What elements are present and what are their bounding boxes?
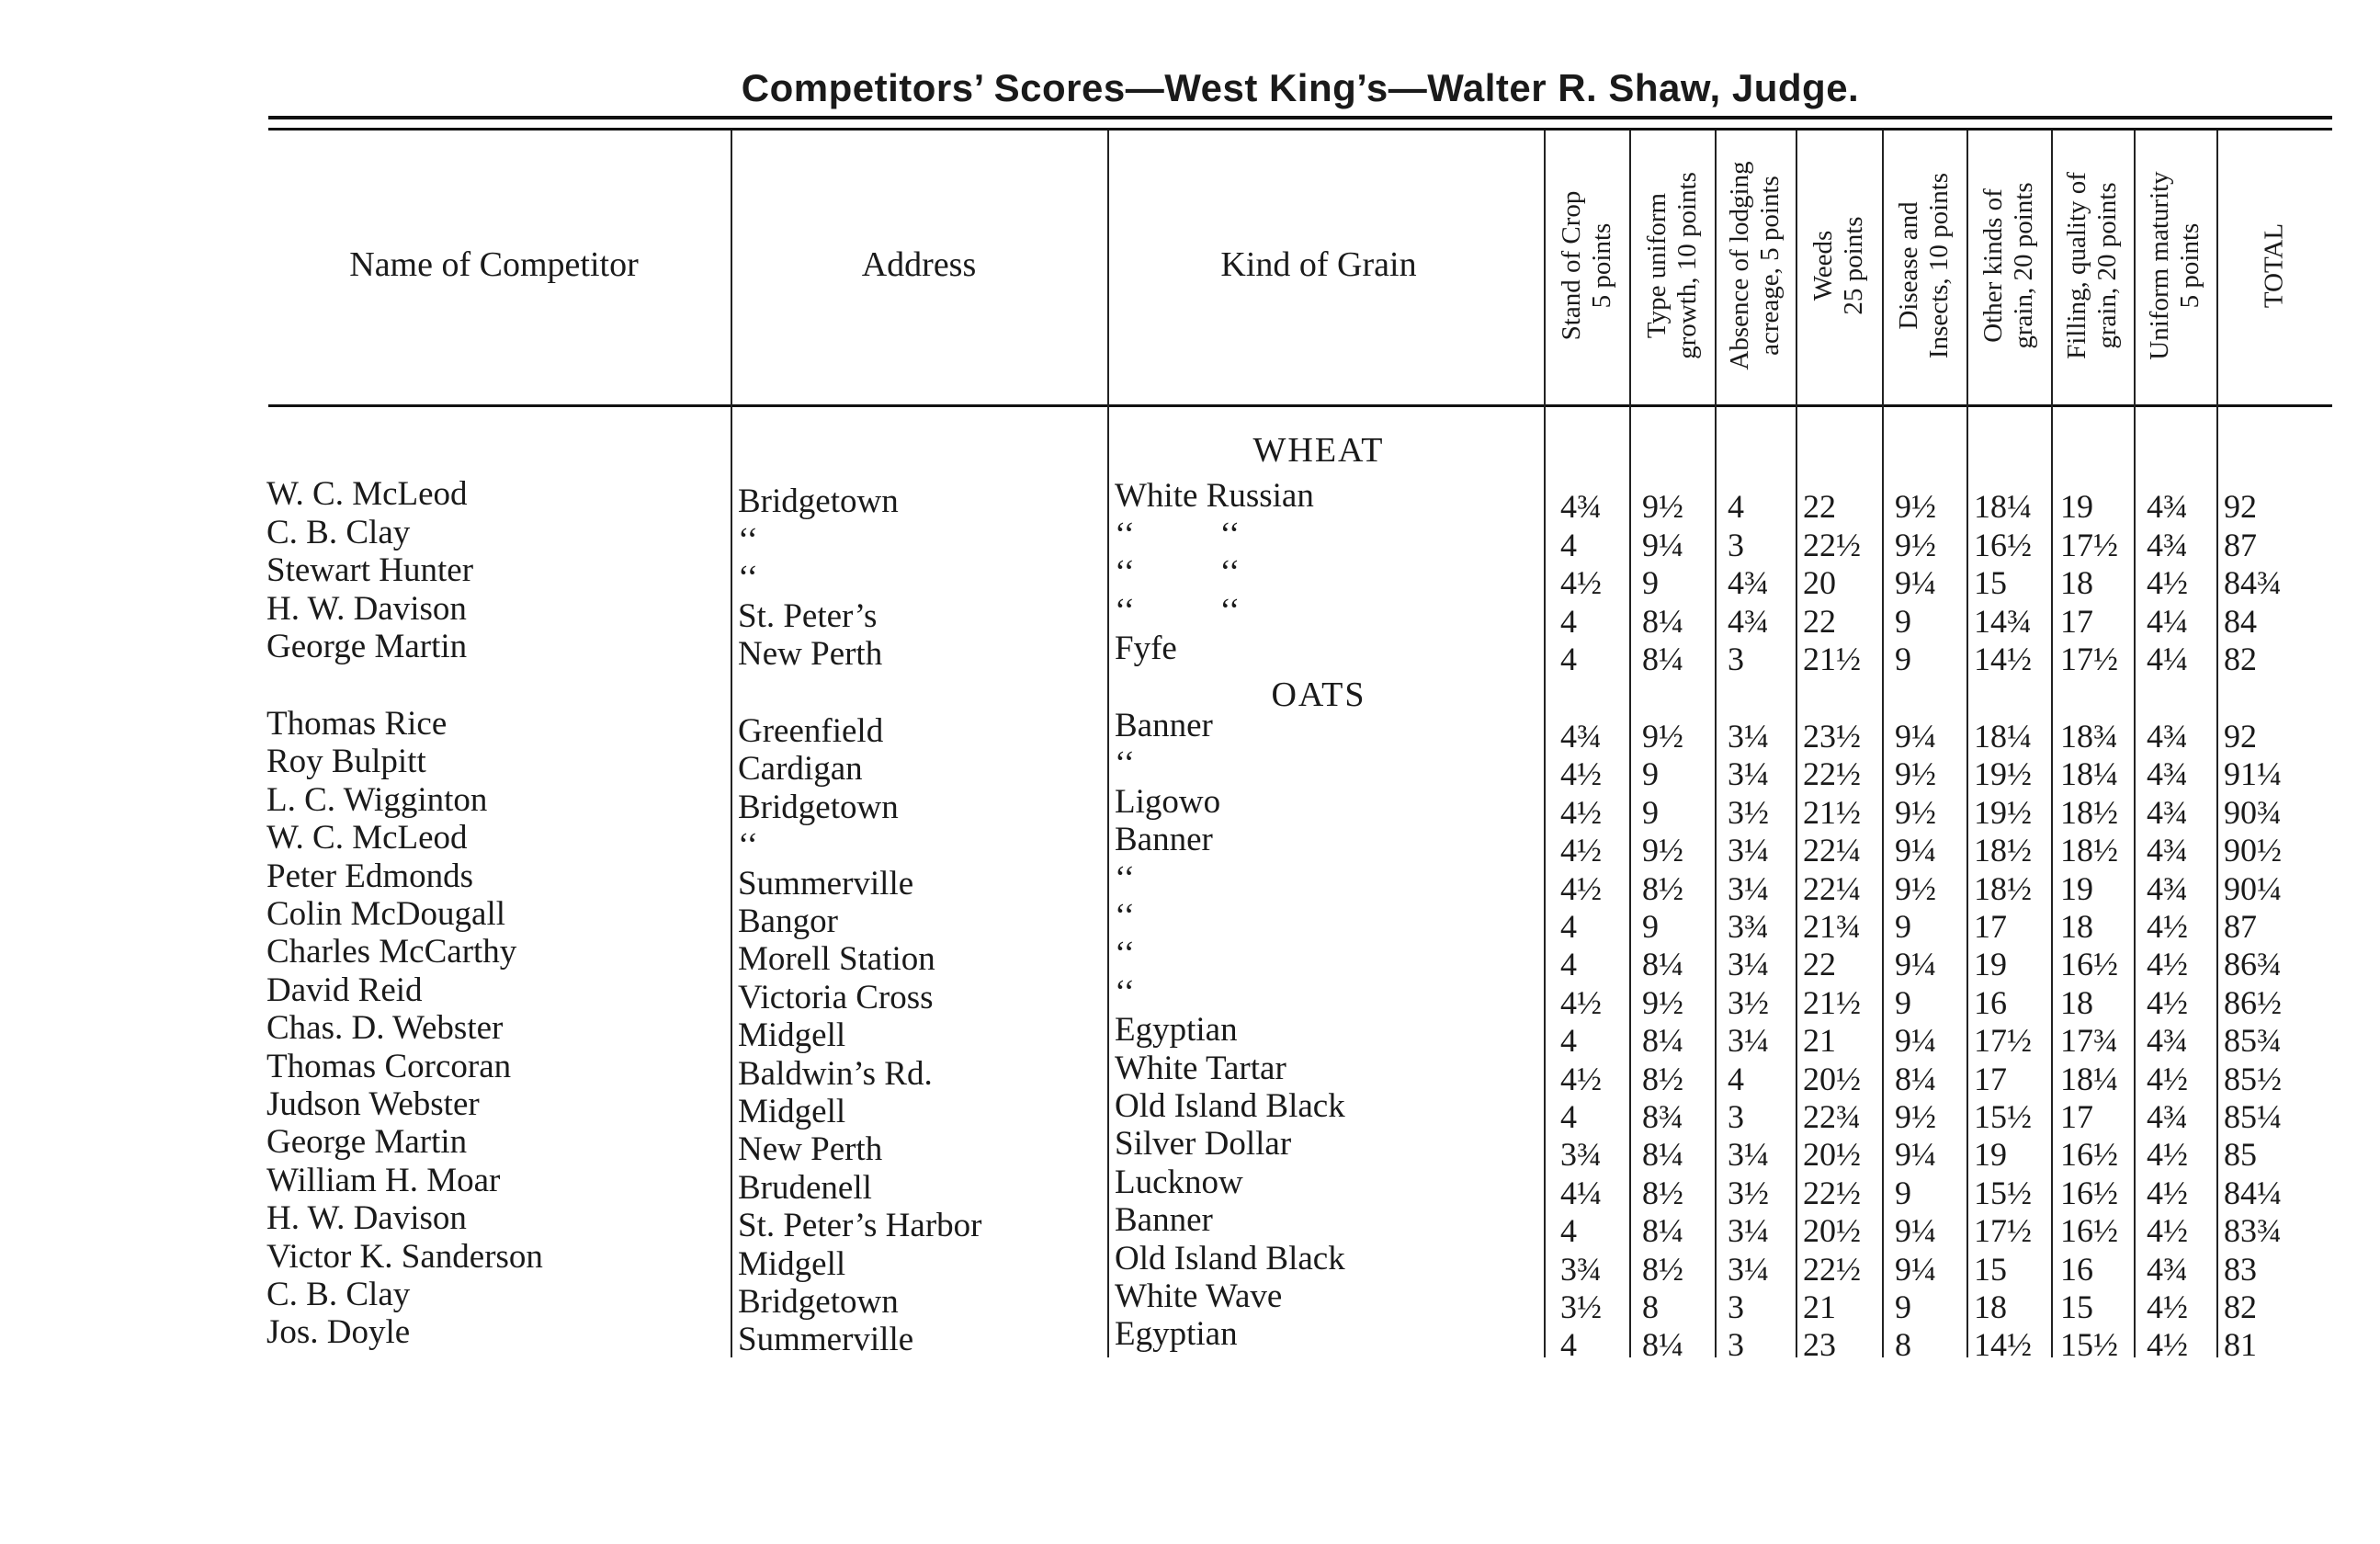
score-value: 22½ bbox=[1803, 1174, 1861, 1211]
score-value: 18½ bbox=[2060, 793, 2118, 831]
score-header bbox=[1796, 127, 1882, 404]
score-header bbox=[2216, 127, 2332, 404]
competitor-address: Bridgetown bbox=[738, 1283, 899, 1321]
score-value: 9½ bbox=[1642, 832, 1683, 869]
competitor-address: Victoria Cross bbox=[738, 978, 934, 1016]
competitor-address: Morell Station bbox=[738, 940, 935, 979]
score-value: 3¼ bbox=[1728, 1212, 1769, 1250]
score-value: 9½ bbox=[1642, 488, 1683, 525]
grain-kind: Fyfe bbox=[1115, 630, 1177, 667]
score-value: 4½ bbox=[1560, 983, 1602, 1021]
grain-kind: White Wave bbox=[1115, 1277, 1283, 1315]
score-header-label: Uniform maturity 5 points bbox=[2145, 171, 2204, 360]
score-value: 8¼ bbox=[1642, 641, 1683, 677]
score-value: 17 bbox=[2060, 1098, 2093, 1135]
competitor-address: Midgell bbox=[738, 1016, 846, 1055]
score-header bbox=[1966, 127, 2051, 404]
score-total: 82 bbox=[2224, 1289, 2257, 1325]
competitor-name: C. B. Clay bbox=[266, 513, 411, 551]
score-value: 23 bbox=[1803, 1326, 1836, 1364]
score-header-label: Disease and Insects, 10 points bbox=[1894, 172, 1954, 359]
score-value: 9 bbox=[1895, 641, 1911, 677]
score-value: 21½ bbox=[1803, 983, 1861, 1021]
score-value: 22¾ bbox=[1803, 1098, 1861, 1135]
score-value: 9 bbox=[1642, 908, 1659, 945]
competitor-name: Chas. D. Webster bbox=[266, 1009, 504, 1048]
competitor-name: H. W. Davison bbox=[266, 1199, 467, 1238]
score-value: 9½ bbox=[1642, 983, 1683, 1021]
score-value: 4 bbox=[1560, 1022, 1577, 1060]
score-value: 8¼ bbox=[1642, 1326, 1683, 1364]
competitor-address: St. Peter’s Harbor bbox=[738, 1207, 982, 1245]
score-total: 87 bbox=[2224, 526, 2257, 563]
competitor-name: Jos. Doyle bbox=[266, 1313, 411, 1352]
score-value: 3½ bbox=[1728, 1174, 1769, 1211]
score-value: 16½ bbox=[2060, 1212, 2118, 1250]
score-header bbox=[1544, 127, 1629, 404]
score-value: 4½ bbox=[1560, 755, 1602, 793]
score-value: 4 bbox=[1560, 641, 1577, 677]
score-value: 21 bbox=[1803, 1022, 1836, 1060]
grain-kind: ‘‘ ‘‘ bbox=[1115, 591, 1241, 630]
score-value: 17½ bbox=[1974, 1022, 2032, 1060]
competitor-address: Summerville bbox=[738, 864, 914, 903]
score-value: 9 bbox=[1642, 755, 1659, 793]
score-value: 9½ bbox=[1895, 488, 1936, 525]
score-value: 3¾ bbox=[1728, 908, 1769, 945]
score-total: 91¼ bbox=[2224, 755, 2282, 793]
score-value: 22¼ bbox=[1803, 869, 1861, 907]
competitor-name: Roy Bulpitt bbox=[266, 743, 426, 781]
score-value: 4¾ bbox=[2147, 526, 2188, 563]
score-total: 83¾ bbox=[2224, 1212, 2282, 1250]
competitor-name: Colin McDougall bbox=[266, 895, 506, 933]
score-value: 8½ bbox=[1642, 1174, 1683, 1211]
score-value: 4½ bbox=[2147, 946, 2188, 983]
score-value: 20½ bbox=[1803, 1212, 1861, 1250]
score-value: 9¼ bbox=[1895, 946, 1936, 983]
score-value: 22½ bbox=[1803, 755, 1861, 793]
score-total: 85½ bbox=[2224, 1060, 2282, 1097]
grain-kind: White Russian bbox=[1115, 477, 1314, 515]
score-value: 3¼ bbox=[1728, 1250, 1769, 1288]
score-value: 9¼ bbox=[1895, 718, 1936, 755]
score-value: 14½ bbox=[1974, 641, 2032, 677]
score-value: 4¾ bbox=[2147, 755, 2188, 793]
score-total: 84¼ bbox=[2224, 1174, 2282, 1211]
score-value: 15 bbox=[1974, 564, 2007, 601]
score-value: 16 bbox=[2060, 1250, 2093, 1288]
grain-kind: ‘‘ bbox=[1115, 972, 1135, 1011]
score-value: 4½ bbox=[1560, 832, 1602, 869]
header-name-of-competitor: Name of Competitor bbox=[349, 245, 639, 284]
score-value: 4¼ bbox=[2147, 602, 2188, 640]
score-value: 16 bbox=[1974, 983, 2007, 1021]
section-wheat: WHEAT bbox=[1252, 431, 1385, 470]
score-value: 4½ bbox=[2147, 1326, 2188, 1364]
score-value: 22½ bbox=[1803, 1250, 1861, 1288]
grain-kind: Egyptian bbox=[1115, 1315, 1238, 1354]
score-value: 4½ bbox=[1560, 869, 1602, 907]
score-value: 3½ bbox=[1728, 793, 1769, 831]
score-header-label: Filling, quality of grain, 20 points bbox=[2062, 172, 2122, 359]
score-value: 8 bbox=[1895, 1326, 1911, 1364]
score-value: 14½ bbox=[1974, 1326, 2032, 1364]
score-value: 22 bbox=[1803, 488, 1836, 525]
score-total: 82 bbox=[2224, 641, 2257, 677]
score-value: 8½ bbox=[1642, 869, 1683, 907]
score-total: 84¾ bbox=[2224, 564, 2282, 601]
score-value: 8¼ bbox=[1642, 602, 1683, 640]
score-value: 9½ bbox=[1895, 755, 1936, 793]
score-value: 9 bbox=[1895, 1174, 1911, 1211]
score-value: 4½ bbox=[2147, 983, 2188, 1021]
score-value: 18 bbox=[2060, 564, 2093, 601]
competitor-address: Cardigan bbox=[738, 750, 863, 789]
competitor-address: Greenfield bbox=[738, 712, 884, 750]
score-value: 9½ bbox=[1895, 793, 1936, 831]
score-value: 4½ bbox=[2147, 908, 2188, 945]
score-header bbox=[1715, 127, 1796, 404]
score-total: 86¾ bbox=[2224, 946, 2282, 983]
score-value: 4¼ bbox=[2147, 641, 2188, 677]
score-value: 18¼ bbox=[1974, 718, 2032, 755]
score-value: 4¾ bbox=[2147, 793, 2188, 831]
score-value: 8¼ bbox=[1642, 1212, 1683, 1250]
column-divider bbox=[731, 131, 732, 1357]
score-value: 4¾ bbox=[2147, 488, 2188, 525]
competitor-name: Thomas Corcoran bbox=[266, 1047, 512, 1085]
score-value: 9 bbox=[1895, 602, 1911, 640]
header-kind-of-grain: Kind of Grain bbox=[1220, 245, 1417, 284]
score-value: 9¼ bbox=[1895, 1136, 1936, 1174]
score-value: 3 bbox=[1728, 641, 1744, 677]
score-value: 4½ bbox=[2147, 1136, 2188, 1174]
score-value: 18½ bbox=[2060, 832, 2118, 869]
score-value: 9 bbox=[1642, 564, 1659, 601]
score-value: 9½ bbox=[1895, 869, 1936, 907]
score-total: 84 bbox=[2224, 602, 2257, 640]
score-value: 18 bbox=[1974, 1289, 2007, 1325]
score-value: 3¼ bbox=[1728, 832, 1769, 869]
competitor-name: W. C. McLeod bbox=[266, 819, 468, 857]
score-value: 16½ bbox=[2060, 946, 2118, 983]
competitor-address: Midgell bbox=[738, 1093, 846, 1130]
score-value: 23½ bbox=[1803, 718, 1861, 755]
score-header-label: Absence of lodging acreage, 5 points bbox=[1725, 161, 1785, 370]
grain-kind: ‘‘ bbox=[1115, 858, 1135, 897]
top-rule bbox=[268, 116, 2332, 119]
score-value: 21 bbox=[1803, 1289, 1836, 1325]
column-divider bbox=[1107, 131, 1109, 1357]
grain-kind: Banner bbox=[1115, 821, 1213, 859]
score-value: 3¾ bbox=[1560, 1136, 1602, 1174]
score-value: 8¼ bbox=[1642, 1022, 1683, 1060]
score-total: 87 bbox=[2224, 908, 2257, 945]
score-total: 83 bbox=[2224, 1250, 2257, 1288]
competitor-name: George Martin bbox=[266, 1123, 468, 1162]
score-value: 4½ bbox=[2147, 1289, 2188, 1325]
competitor-address: Midgell bbox=[738, 1244, 846, 1283]
score-value: 17¾ bbox=[2060, 1022, 2118, 1060]
score-value: 19½ bbox=[1974, 755, 2032, 793]
grain-kind: Egyptian bbox=[1115, 1011, 1238, 1050]
competitor-address: Bridgetown bbox=[738, 788, 899, 826]
score-total: 90¾ bbox=[2224, 793, 2282, 831]
score-value: 9¼ bbox=[1642, 526, 1683, 563]
score-value: 15½ bbox=[1974, 1174, 2032, 1211]
competitor-address: ‘‘ bbox=[738, 826, 758, 865]
score-value: 4¾ bbox=[1560, 718, 1602, 755]
score-header-label: TOTAL bbox=[2259, 222, 2289, 309]
score-value: 4½ bbox=[1560, 793, 1602, 831]
score-value: 9½ bbox=[1895, 1098, 1936, 1135]
competitor-address: ‘‘ bbox=[738, 520, 758, 559]
grain-kind: White Tartar bbox=[1115, 1049, 1286, 1087]
grain-kind: Banner bbox=[1115, 707, 1213, 744]
score-value: 9¼ bbox=[1895, 564, 1936, 601]
score-total: 86½ bbox=[2224, 983, 2282, 1021]
grain-kind: ‘‘ bbox=[1115, 897, 1135, 935]
score-value: 16½ bbox=[2060, 1136, 2118, 1174]
grain-kind: Banner bbox=[1115, 1201, 1213, 1240]
score-value: 4 bbox=[1560, 1098, 1577, 1135]
score-total: 85 bbox=[2224, 1136, 2257, 1174]
header-address: Address bbox=[861, 245, 977, 284]
score-value: 3¼ bbox=[1728, 755, 1769, 793]
score-value: 3½ bbox=[1560, 1289, 1602, 1325]
score-value: 18½ bbox=[1974, 832, 2032, 869]
score-total: 85¾ bbox=[2224, 1022, 2282, 1060]
competitor-address: Summerville bbox=[738, 1321, 914, 1359]
score-value: 18½ bbox=[1974, 869, 2032, 907]
score-value: 4¾ bbox=[2147, 1022, 2188, 1060]
score-header bbox=[2051, 127, 2134, 404]
score-value: 4¾ bbox=[2147, 832, 2188, 869]
page-title: Competitors’ Scores—West King’s—Walter R. Shaw, Judge. bbox=[741, 66, 1860, 109]
score-value: 4½ bbox=[2147, 1212, 2188, 1250]
score-value: 4½ bbox=[2147, 1174, 2188, 1211]
score-value: 20½ bbox=[1803, 1136, 1861, 1174]
score-value: 18¼ bbox=[2060, 755, 2118, 793]
score-value: 18¾ bbox=[2060, 718, 2118, 755]
competitor-address: St. Peter’s bbox=[738, 596, 878, 635]
score-header bbox=[2134, 127, 2216, 404]
competitor-name: Charles McCarthy bbox=[266, 933, 517, 971]
competitor-name: Victor K. Sanderson bbox=[266, 1237, 543, 1276]
score-header-label: Type uniform growth, 10 points bbox=[1641, 172, 1702, 359]
score-value: 4 bbox=[1560, 526, 1577, 563]
competitor-name: Stewart Hunter bbox=[266, 551, 474, 589]
score-value: 18¼ bbox=[1974, 488, 2032, 525]
section-oats: OATS bbox=[1271, 676, 1366, 714]
score-value: 8¼ bbox=[1642, 946, 1683, 983]
competitor-address: Brudenell bbox=[738, 1168, 872, 1207]
score-value: 9 bbox=[1895, 1289, 1911, 1325]
score-value: 22 bbox=[1803, 946, 1836, 983]
score-value: 19 bbox=[1974, 1136, 2007, 1174]
score-value: 4¾ bbox=[2147, 869, 2188, 907]
competitor-name: Peter Edmonds bbox=[266, 857, 474, 895]
score-value: 4 bbox=[1728, 1060, 1744, 1097]
score-header-label: Weeds 25 points bbox=[1808, 216, 1868, 315]
score-total: 90½ bbox=[2224, 832, 2282, 869]
score-value: 4 bbox=[1560, 1212, 1577, 1250]
score-value: 17½ bbox=[2060, 526, 2118, 563]
grain-kind: ‘‘ ‘‘ bbox=[1115, 515, 1241, 553]
score-value: 3 bbox=[1728, 1098, 1744, 1135]
score-value: 15 bbox=[1974, 1250, 2007, 1288]
score-value: 3¼ bbox=[1728, 1136, 1769, 1174]
score-value: 4½ bbox=[1560, 564, 1602, 601]
score-header bbox=[1629, 127, 1715, 404]
score-value: 17½ bbox=[1974, 1212, 2032, 1250]
score-value: 3¼ bbox=[1728, 1022, 1769, 1060]
score-value: 15½ bbox=[2060, 1326, 2118, 1364]
score-value: 15½ bbox=[1974, 1098, 2032, 1135]
competitor-address: New Perth bbox=[738, 635, 883, 673]
competitor-address: Bridgetown bbox=[738, 482, 899, 520]
score-value: 20½ bbox=[1803, 1060, 1861, 1097]
competitor-name: Thomas Rice bbox=[266, 705, 448, 743]
score-value: 9¼ bbox=[1895, 832, 1936, 869]
competitor-name: L. C. Wigginton bbox=[266, 780, 488, 819]
competitor-name: George Martin bbox=[266, 628, 468, 665]
score-value: 9 bbox=[1642, 793, 1659, 831]
score-value: 19 bbox=[2060, 869, 2093, 907]
score-value: 3¼ bbox=[1728, 718, 1769, 755]
score-value: 3¼ bbox=[1728, 869, 1769, 907]
score-value: 17 bbox=[2060, 602, 2093, 640]
score-value: 19 bbox=[1974, 946, 2007, 983]
score-value: 3½ bbox=[1728, 983, 1769, 1021]
score-value: 8¼ bbox=[1642, 1136, 1683, 1174]
competitor-address: Bangor bbox=[738, 903, 838, 940]
score-value: 3¼ bbox=[1728, 946, 1769, 983]
score-value: 17 bbox=[1974, 1060, 2007, 1097]
grain-kind: Silver Dollar bbox=[1115, 1125, 1292, 1164]
score-value: 18¼ bbox=[2060, 1060, 2118, 1097]
score-header bbox=[1882, 127, 1966, 404]
score-value: 4¾ bbox=[2147, 1098, 2188, 1135]
score-total: 90¼ bbox=[2224, 869, 2282, 907]
score-value: 4 bbox=[1560, 1326, 1577, 1364]
score-value: 3 bbox=[1728, 526, 1744, 563]
score-total: 85¼ bbox=[2224, 1098, 2282, 1135]
score-value: 9¼ bbox=[1895, 1022, 1936, 1060]
score-value: 9¼ bbox=[1895, 1212, 1936, 1250]
score-value: 19 bbox=[2060, 488, 2093, 525]
score-value: 4¾ bbox=[1728, 602, 1769, 640]
grain-kind: Ligowo bbox=[1115, 782, 1221, 821]
score-total: 81 bbox=[2224, 1326, 2257, 1364]
grain-kind: ‘‘ ‘‘ bbox=[1115, 553, 1241, 591]
score-value: 8¾ bbox=[1642, 1098, 1683, 1135]
score-value: 8½ bbox=[1642, 1060, 1683, 1097]
score-value: 14¾ bbox=[1974, 602, 2032, 640]
score-value: 20 bbox=[1803, 564, 1836, 601]
score-value: 3¾ bbox=[1560, 1250, 1602, 1288]
grain-kind: Lucknow bbox=[1115, 1163, 1243, 1201]
score-value: 8½ bbox=[1642, 1250, 1683, 1288]
score-value: 18 bbox=[2060, 908, 2093, 945]
score-value: 9½ bbox=[1895, 526, 1936, 563]
score-value: 8 bbox=[1642, 1289, 1659, 1325]
header-bottom-rule bbox=[268, 404, 2332, 407]
score-value: 16½ bbox=[1974, 526, 2032, 563]
grain-kind: ‘‘ bbox=[1115, 744, 1135, 783]
score-value: 4¼ bbox=[1560, 1174, 1602, 1211]
score-header-label: Other kinds of grain, 20 points bbox=[1978, 182, 2038, 349]
grain-kind: Old Island Black bbox=[1115, 1239, 1345, 1277]
score-value: 4½ bbox=[2147, 564, 2188, 601]
score-value: 4 bbox=[1728, 488, 1744, 525]
score-value: 17 bbox=[1974, 908, 2007, 945]
score-value: 16½ bbox=[2060, 1174, 2118, 1211]
score-header-label: Stand of Crop 5 points bbox=[1556, 190, 1616, 341]
score-value: 4½ bbox=[2147, 1060, 2188, 1097]
score-value: 8¼ bbox=[1895, 1060, 1936, 1097]
score-value: 15 bbox=[2060, 1289, 2093, 1325]
competitor-address: ‘‘ bbox=[738, 559, 758, 596]
score-value: 9¼ bbox=[1895, 1250, 1936, 1288]
score-value: 3 bbox=[1728, 1326, 1744, 1364]
competitor-name: H. W. Davison bbox=[266, 589, 467, 628]
score-value: 21¾ bbox=[1803, 908, 1861, 945]
score-value: 4 bbox=[1560, 908, 1577, 945]
score-value: 18 bbox=[2060, 983, 2093, 1021]
score-value: 4¾ bbox=[1560, 488, 1602, 525]
score-value: 22¼ bbox=[1803, 832, 1861, 869]
competitor-name: David Reid bbox=[266, 971, 423, 1009]
competitor-name: William H. Moar bbox=[266, 1161, 501, 1199]
score-value: 9 bbox=[1895, 983, 1911, 1021]
score-value: 4½ bbox=[1560, 1060, 1602, 1097]
score-value: 4¾ bbox=[2147, 1250, 2188, 1288]
competitor-address: New Perth bbox=[738, 1130, 883, 1169]
score-value: 22½ bbox=[1803, 526, 1861, 563]
score-value: 21½ bbox=[1803, 793, 1861, 831]
score-total: 92 bbox=[2224, 488, 2257, 525]
grain-kind: Old Island Black bbox=[1115, 1087, 1345, 1125]
score-value: 17½ bbox=[2060, 641, 2118, 677]
score-value: 4¾ bbox=[1728, 564, 1769, 601]
score-value: 22 bbox=[1803, 602, 1836, 640]
score-value: 19½ bbox=[1974, 793, 2032, 831]
grain-kind: ‘‘ bbox=[1115, 935, 1135, 973]
competitor-name: W. C. McLeod bbox=[266, 475, 468, 513]
score-value: 3 bbox=[1728, 1289, 1744, 1325]
score-value: 9½ bbox=[1642, 718, 1683, 755]
score-value: 4¾ bbox=[2147, 718, 2188, 755]
score-value: 9 bbox=[1895, 908, 1911, 945]
score-value: 4 bbox=[1560, 602, 1577, 640]
competitor-address: Baldwin’s Rd. bbox=[738, 1054, 933, 1093]
competitor-name: Judson Webster bbox=[266, 1085, 480, 1123]
score-value: 21½ bbox=[1803, 641, 1861, 677]
score-total: 92 bbox=[2224, 718, 2257, 755]
score-value: 4 bbox=[1560, 946, 1577, 983]
competitor-name: C. B. Clay bbox=[266, 1276, 411, 1313]
